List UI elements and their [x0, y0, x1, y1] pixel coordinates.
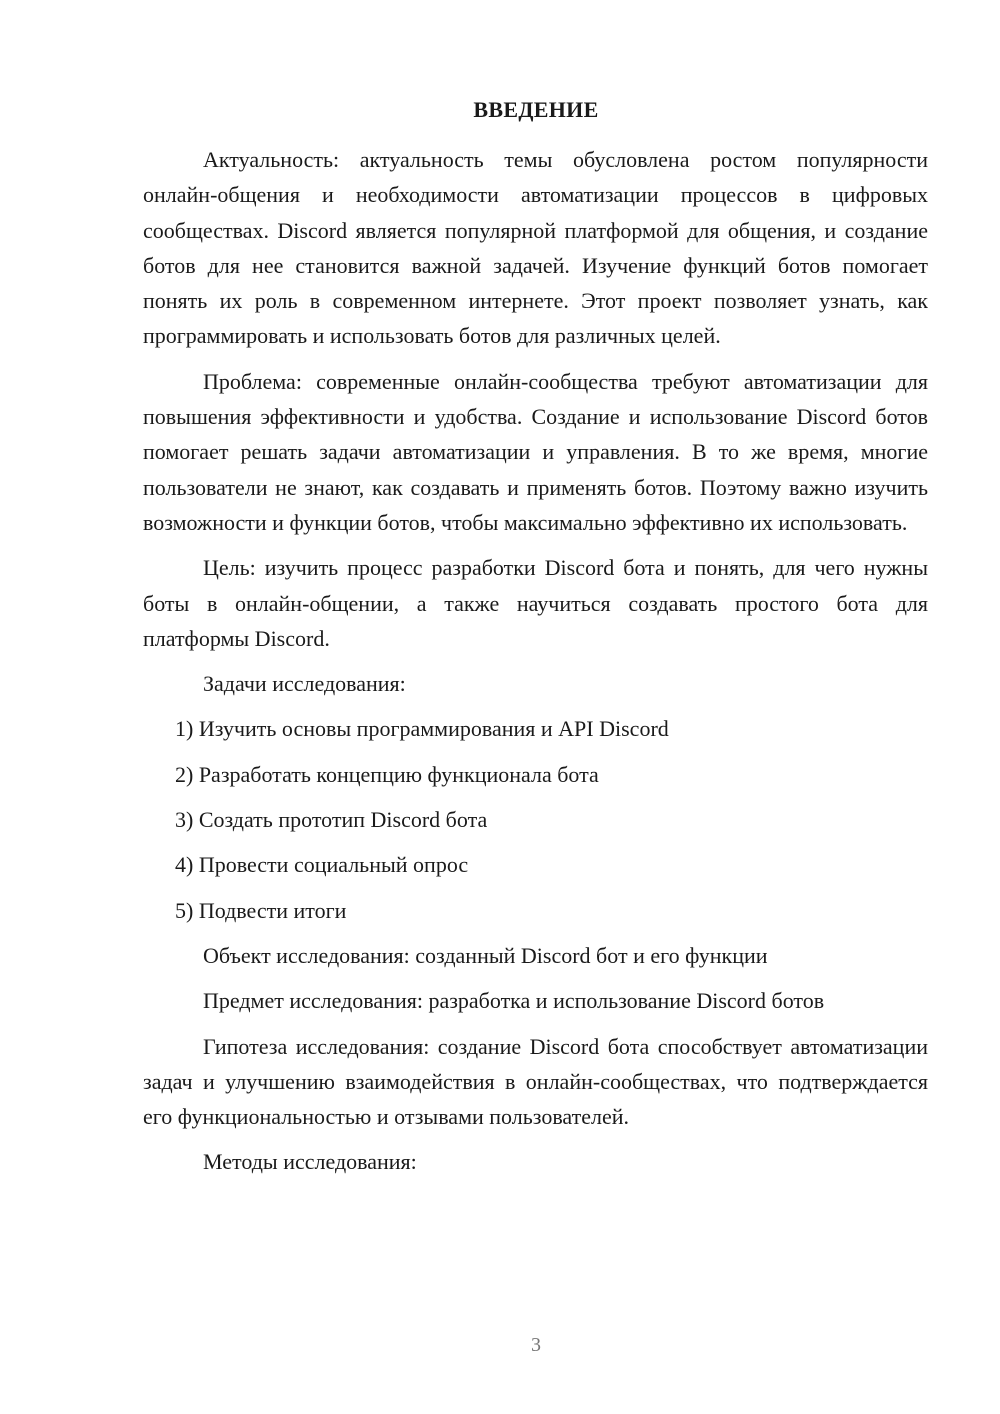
relevance-paragraph: Актуальность: актуальность темы обусловлена ростом популярности онлайн-общения и необходимости автоматизации процессов в цифровых сообществах. Discord является популярной платформой для общения, и создание ботов для нее становится важной задачей. Изучение функций ботов помогает понять их роль в современном интернете. Этот проект позволяет узнать, как программировать и использовать ботов для различных целей.: [143, 147, 928, 349]
object-paragraph: Объект исследования: созданный Discord бот и его функции: [203, 942, 768, 968]
page-title: ВВЕДЕНИЕ: [473, 97, 599, 122]
list-item: 4) Провести социальный опрос: [175, 852, 469, 878]
problem-paragraph: Проблема: современные онлайн-сообщества требуют автоматизации для повышения эффективности и удобства. Создание и использование Discord ботов помогает решать задачи автоматизации и управления. В то же время, многие пользователи не знают, как создавать и применять ботов. Поэтому важно изучить возможности и функции ботов, чтобы максимально эффективно их использовать.: [143, 368, 928, 535]
list-item: 2) Разработать концепцию функционала бота: [175, 761, 599, 787]
subject-paragraph: Предмет исследования: разработка и использование Discord ботов: [203, 988, 825, 1014]
document-body: [143, 142, 928, 1180]
methods-heading: Методы исследования:: [203, 1149, 417, 1175]
tasks-list: [143, 711, 928, 927]
list-item: 5) Подвести итоги: [175, 897, 347, 923]
hypothesis-paragraph: Гипотеза исследования: создание Discord бота способствует автоматизации задач и улучшению взаимодействия в онлайн-сообществах, что подтверждается его функциональностью и отзывами пользователей.: [143, 1033, 928, 1130]
list-item: 1) Изучить основы программирования и API Discord: [175, 716, 669, 742]
page-number: 3: [531, 1334, 541, 1356]
tasks-heading: Задачи исследования:: [203, 671, 406, 697]
goal-paragraph: Цель: изучить процесс разработки Discord бота и понять, для чего нужны боты в онлайн-общении, а также научиться создавать простого бота для платформы Discord.: [143, 555, 928, 651]
list-item: 3) Создать прототип Discord бота: [175, 807, 488, 833]
